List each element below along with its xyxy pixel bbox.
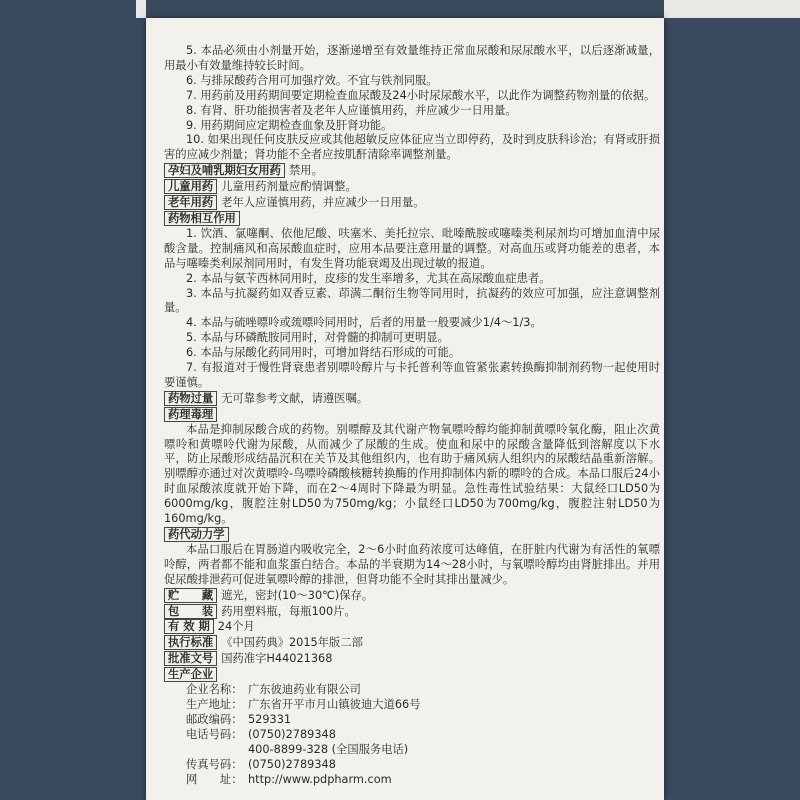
pregnancy-text: 禁用。 [288,164,323,178]
package-section [164,604,660,620]
interaction-item: 5. 本品与环磷酰胺同用时，对骨髓的抑制可更明显。 [186,331,449,345]
field-label [186,743,248,758]
interactions-heading: 药物相互作用 [164,211,240,226]
field-value: http://www.pdpharm.com [248,772,392,786]
interactions-section [164,211,660,227]
validity-section [164,619,660,635]
toxicology-text: 本品是抑制尿酸合成的药物。别嘌醇及其代谢产物氧嘌呤醇均能抑制黄嘌呤氧化酶，阻止次黄嘌呤和黄嘌呤代谢为尿酸，从而减少了尿酸的生成。使血和尿中的尿酸含量降低到溶解度以下水平，防止尿酸形成结晶沉积在关节及其他组织内，也有助于痛风病人组织内的尿酸结晶重新溶解。别嘌醇亦通过对次黄嘌呤-鸟嘌呤磷酸核糖转换酶的作用抑制体内新的嘌呤的合成。本品口服后24小时血尿酸浓度就开始下降，而在2～4周时下降最为明显。急性毒性试验结果：大鼠经口LD50为6000mg/kg，腹腔注射LD50为750mg/kg；小鼠经口LD50为700mg/kg，腹腔注射LD50为160mg/kg。 [164,422,660,526]
interaction-item: 1. 饮酒、氯噻酮、依他尼酸、呋塞米、美托拉宗、吡嗪酰胺或噻嗪类利尿剂均可增加血清中尿酸含量。控制痛风和高尿酸血症时，应用本品要注意用量的调整。对高血压或肾功能差的患者，本品与噻嗪类利尿剂同用时，有发生肾功能衰竭及出现过敏的报道。 [164,226,660,270]
field-value: 529331 [248,712,292,726]
interaction-item: 2. 本品与氨苄西林同用时，皮疹的发生率增多，尤其在高尿酸血症患者。 [186,271,551,285]
approval-text: 国药准字H44021368 [221,652,333,666]
field-value: (0750)2789348 [248,757,336,771]
manufacturer-hotline-row [186,743,660,758]
interactions-list [164,227,660,391]
overdose-text: 无可靠参考文献，请遵医嘱。 [221,391,369,405]
storage-heading: 贮 藏 [164,588,217,603]
precaution-7: 7. 用药前及用药期间要定期检查血尿酸及24小时尿尿酸水平，以此作为调整药物剂量的依据。 [186,88,656,102]
standard-section [164,635,660,651]
precaution-5: 5. 本品必须由小剂量开始，逐渐递增至有效量维持正常血尿酸和尿尿酸水平，以后逐渐减量，用最小有效量维持较长时间。 [164,44,660,72]
manufacturer-fax-row [186,758,660,773]
children-heading: 儿童用药 [164,179,217,194]
manufacturer-phone-row [186,728,660,743]
standard-heading: 执行标准 [164,635,217,650]
manufacturer-heading: 生产企业 [164,667,217,682]
pregnancy-heading: 孕妇及哺乳期妇女用药 [164,163,285,178]
overdose-heading: 药物过量 [164,391,217,406]
precaution-9: 9. 用药期间应定期检查血象及肝肾功能。 [186,118,393,132]
toxicology-section [164,407,660,423]
children-text: 儿童用药剂量应酌情调整。 [221,180,357,194]
interaction-item: 3. 本品与抗凝药如双香豆素、茚满二酮衍生物等同用时，抗凝药的效应可加强，应注意调整剂量。 [164,286,660,315]
field-value: 广东省开平市月山镇彼迪大道66号 [248,697,421,711]
validity-heading: 有 效 期 [164,619,214,634]
leaflet-sheet [146,18,664,800]
manufacturer-section [164,667,660,683]
manufacturer-fields [164,683,660,787]
approval-heading: 批准文号 [164,651,217,666]
elderly-heading: 老年用药 [164,195,217,210]
field-label: 邮政编码： [186,712,243,726]
precaution-10: 10. 如果出现任何皮肤反应或其他超敏反应体征应当立即停药，及时到皮肤科诊治；有肾或肝损害的应减少剂量；肾功能不全者应按肌酐清除率调整剂量。 [164,133,660,162]
elderly-section [164,195,660,211]
precautions-list [164,44,660,163]
field-label: 电话号码： [186,727,243,741]
interaction-item: 7. 有报道对于慢性肾衰患者别嘌呤醇片与卡托普利等血管紧张素转换酶抑制剂药物一起使用时要谨慎。 [164,361,660,389]
elderly-text: 老年人应谨慎用药，并应减少一日用量。 [221,196,425,210]
pharmacokinetics-heading: 药代动力学 [164,527,229,542]
toxicology-heading: 药理毒理 [164,407,217,422]
field-label: 网 址： [186,772,243,786]
leaflet-content [164,44,660,787]
field-label: 企业名称： [186,683,243,697]
background-corner-right [664,0,800,18]
field-value: 400-8899-328 (全国服务电话) [248,742,409,756]
manufacturer-website-row [186,773,660,788]
precaution-6: 6. 与排尿酸药合用可加强疗效。不宜与铁剂同服。 [186,73,438,87]
approval-section [164,651,660,667]
field-value: (0750)2789348 [248,727,336,741]
field-label: 生产地址： [186,697,243,711]
manufacturer-name-row [186,683,660,698]
package-text: 药用塑料瓶，每瓶100片。 [221,604,356,618]
package-heading: 包 装 [164,604,217,619]
interaction-item: 4. 本品与硫唑嘌呤或巯嘌呤同用时，后者的用量一般要减少1/4～1/3。 [186,316,542,330]
pregnancy-section [164,163,660,179]
storage-section [164,588,660,604]
manufacturer-postcode-row [186,713,660,728]
storage-text: 遮光，密封(10～30℃)保存。 [221,588,374,602]
background-corner-left [136,0,146,18]
pharmacokinetics-section [164,527,660,543]
field-label: 传真号码： [186,757,243,771]
field-value: 广东彼迪药业有限公司 [248,683,361,697]
overdose-section [164,391,660,407]
validity-text: 24个月 [217,620,255,634]
pharmacokinetics-text: 本品口服后在胃肠道内吸收完全，2～6小时血药浓度可达峰值，在肝脏内代谢为有活性的氧嘌呤醇，两者都不能和血浆蛋白结合。本品的半衰期为14～28小时，与氧嘌呤醇均由肾脏排出。并用促尿酸排泄药可促进氧嘌呤醇的排泄，但肾功能不全时其排出量减少。 [164,542,660,586]
children-section [164,179,660,195]
interaction-item: 6. 本品与尿酸化药同用时，可增加肾结石形成的可能。 [186,346,461,360]
standard-text: 《中国药典》2015年版二部 [221,636,363,650]
manufacturer-address-row [186,698,660,713]
precaution-8: 8. 有肾、肝功能损害者及老年人应谨慎用药，并应减少一日用量。 [186,103,517,117]
